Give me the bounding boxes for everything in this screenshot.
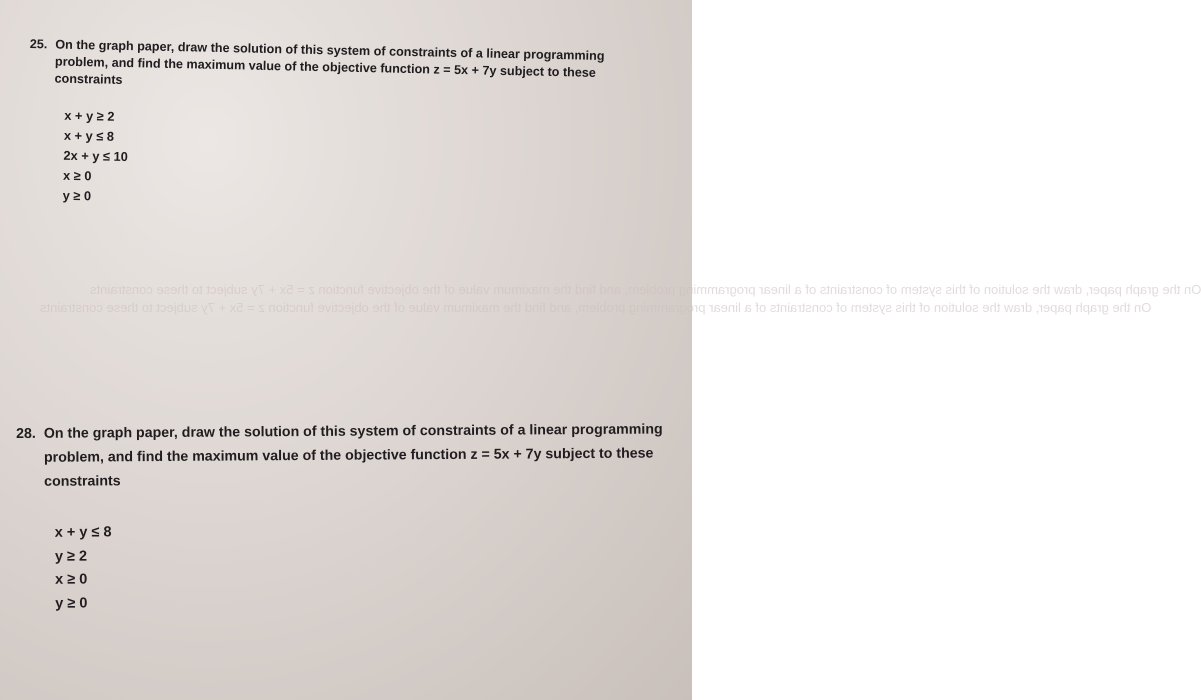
constraint-list	[55, 517, 688, 615]
constraint: x + y ≥ 2	[64, 107, 115, 124]
problem-28	[16, 417, 687, 616]
constraint: x ≥ 0	[55, 571, 88, 588]
constraint: y ≥ 0	[62, 187, 92, 204]
constraint-list	[62, 106, 638, 218]
constraint: x + y ≤ 8	[63, 127, 115, 144]
problem-number: 25.	[29, 36, 48, 52]
problem-header	[29, 36, 640, 100]
problem-statement: On the graph paper, draw the solution of this system of constraints of a linear programming problem, and find the maximum value of the objective function z = 5x + 7y subject to these constraints	[43, 421, 663, 490]
constraint: y ≥ 2	[54, 548, 88, 565]
problem-header	[16, 417, 686, 494]
constraint: x ≥ 0	[62, 167, 92, 184]
problem-number: 28.	[16, 425, 36, 442]
constraint: y ≥ 0	[55, 595, 88, 612]
show-through-text: On the graph paper, draw the solution of this system of constraints of a linear programming problem, and find the maximum value of the objective function z = 5x + 7y subject to these constraints	[40, 300, 1152, 315]
problem-25	[26, 36, 639, 218]
constraint: x + y ≤ 8	[54, 524, 112, 541]
show-through-text: On the graph paper, draw the solution of this system of constraints of a linear programming problem, and find the maximum value of the objective function z = 5x + 7y subject to these constraints	[90, 282, 1201, 297]
problem-statement: On the graph paper, draw the solution of this system of constraints of a linear programming problem, and find the maximum value of the objective function z = 5x + 7y subject to these constraints	[54, 37, 605, 87]
constraint: 2x + y ≤ 10	[63, 147, 128, 165]
